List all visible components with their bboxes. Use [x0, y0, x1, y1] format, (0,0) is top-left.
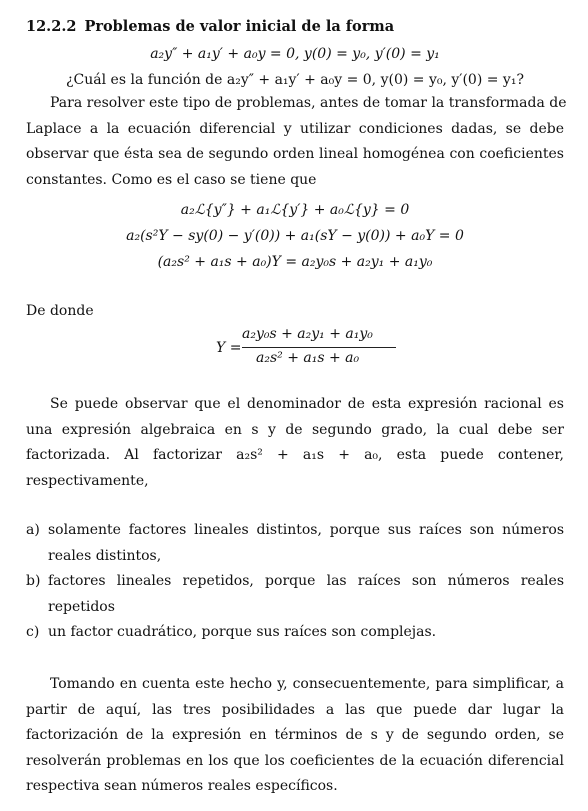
list-item	[26, 569, 564, 620]
fraction-lhs: Y =	[216, 340, 242, 356]
paragraph-line: partir de aquí, las tres posibilidades a las que puede dar lugar la	[26, 701, 564, 718]
de-donde-text: De donde	[26, 303, 94, 319]
paragraph-line: Para resolver este tipo de problemas, antes de tomar la transformada de	[50, 95, 567, 111]
cases-list	[26, 518, 564, 646]
collected-equation: (a₂s² + a₁s + a₀)Y = a₂y₀s + a₂y₁ + a₁y₀	[157, 254, 433, 270]
list-item-line: solamente factores lineales distintos, porque sus raíces son números	[48, 522, 564, 538]
list-item-line: factores lineales repetidos, porque las raíces son números reales	[48, 573, 564, 589]
list-item	[26, 620, 564, 646]
paragraph-intro	[26, 91, 567, 193]
paragraph-factorization	[26, 392, 564, 494]
paragraph-line: respectiva sean números reales específicos.	[26, 778, 338, 794]
paragraph-line: Tomando en cuenta este hecho y, consecuentemente, para simplificar, a	[50, 676, 564, 692]
section-number: 12.2.2	[26, 18, 77, 35]
paragraph-line: observar que ésta sea de segundo orden lineal homogénea con coeficientes	[26, 146, 564, 162]
list-marker: a)	[26, 522, 40, 538]
fraction-numerator: a₂y₀s + a₂y₁ + a₁y₀	[242, 326, 373, 342]
transformed-equation: a₂(s²Y − sy(0) − y′(0)) + a₁(sY − y(0)) + a₀Y = 0	[126, 228, 464, 244]
list-item-line: repetidos	[48, 598, 115, 615]
paragraph-line: factorización de la expresión en términos de s y de segundo orden, se	[26, 727, 564, 743]
paragraph-conclusion	[26, 672, 564, 800]
main-equation: a₂y″ + a₁y′ + a₀y = 0, y(0) = y₀, y′(0) = y₁	[150, 46, 440, 62]
paragraph-line: Se puede observar que el denominador de esta expresión racional es	[50, 396, 564, 412]
question-line: ¿Cuál es la función de a₂y″ + a₁y′ + a₀y = 0, y(0) = y₀, y′(0) = y₁?	[66, 72, 524, 88]
list-marker: b)	[26, 573, 41, 589]
laplace-equation: a₂ℒ{y″} + a₁ℒ{y′} + a₀ℒ{y} = 0	[180, 202, 410, 218]
list-item	[26, 518, 564, 569]
list-item-line: reales distintos,	[48, 547, 162, 564]
paragraph-line: constantes. Como es el caso se tiene que	[26, 171, 317, 188]
section-title: Problemas de valor inicial de la forma	[84, 18, 395, 35]
fraction-bar	[242, 347, 396, 348]
list-item-line: un factor cuadrático, porque sus raíces son complejas.	[48, 624, 437, 640]
solution-fraction	[216, 326, 416, 368]
list-marker: c)	[26, 624, 40, 640]
paragraph-line: factorizada. Al factorizar a₂s² + a₁s + a₀, esta puede contener,	[26, 447, 564, 463]
de-donde-label	[26, 299, 564, 325]
fraction-denominator: a₂s² + a₁s + a₀	[256, 350, 360, 366]
paragraph-line: Laplace a la ecuación diferencial y utilizar condiciones dadas, se debe	[26, 120, 564, 137]
paragraph-line: una expresión algebraica en s y de segundo grado, la cual debe ser	[26, 421, 564, 438]
paragraph-line: resolverán problemas en los que los coeficientes de la ecuación diferencial	[26, 752, 564, 769]
section-heading	[26, 18, 394, 35]
paragraph-line: respectivamente,	[26, 472, 149, 489]
